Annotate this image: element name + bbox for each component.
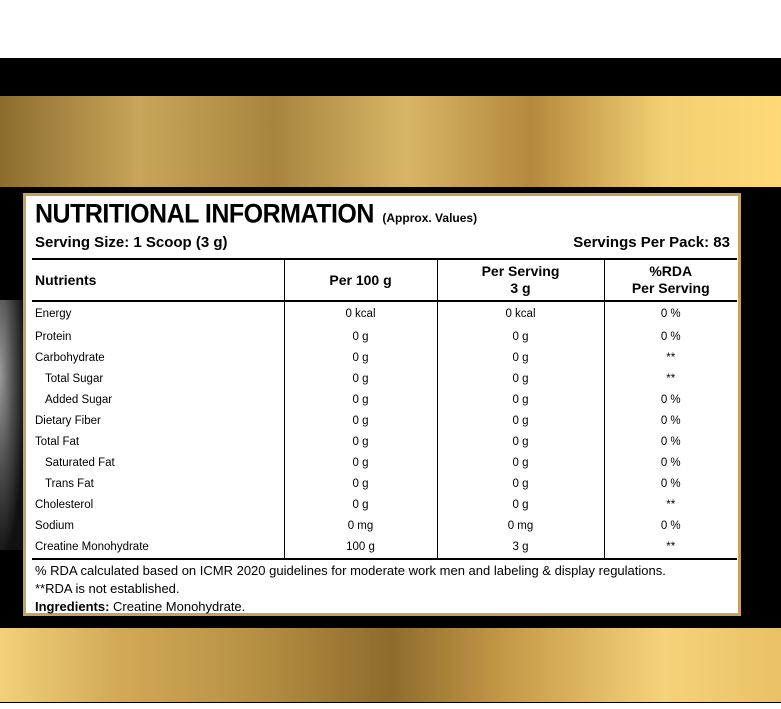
- rda-value: **: [604, 368, 737, 389]
- rda-value: 0 %: [604, 452, 737, 473]
- per-serving-value: 0 kcal: [437, 301, 604, 326]
- rda-value: 0 %: [604, 473, 737, 494]
- header-per-100g: Per 100 g: [284, 259, 437, 301]
- footnotes: [35, 562, 666, 616]
- nutrient-name: Saturated Fat: [45, 456, 115, 469]
- ingredients-value: Creatine Monohydrate.: [113, 599, 246, 614]
- panel-title: [35, 200, 477, 229]
- table-row: [32, 515, 737, 536]
- table-row: [32, 494, 737, 515]
- gold-band-bottom: [0, 628, 781, 702]
- rda-value: **: [604, 347, 737, 368]
- table-row: [32, 326, 737, 347]
- ingredients-label: Ingredients:: [35, 599, 110, 614]
- serving-size: Serving Size: 1 Scoop (3 g): [35, 234, 228, 251]
- per-100g-value: 0 mg: [284, 515, 437, 536]
- title-note: (Approx. Values): [382, 211, 478, 225]
- title-main: NUTRITIONAL INFORMATION: [35, 198, 374, 230]
- header-rda-sub: Per Serving: [631, 280, 710, 296]
- per-100g-value: 0 g: [284, 452, 437, 473]
- rda-value: 0 %: [604, 410, 737, 431]
- rda-value: **: [604, 536, 737, 559]
- rda-value: 0 %: [604, 326, 737, 347]
- per-100g-value: 0 g: [284, 431, 437, 452]
- table-row: [32, 536, 737, 559]
- nutrient-name: Creatine Monohydrate: [32, 536, 284, 559]
- table-row: [32, 452, 737, 473]
- rda-not-established-note: **RDA is not established.: [35, 581, 180, 596]
- rda-value: 0 %: [604, 515, 737, 536]
- nutrient-name: Added Sugar: [45, 393, 113, 406]
- nutrient-name: Cholesterol: [35, 498, 94, 511]
- nutrient-name: Dietary Fiber: [35, 414, 101, 427]
- ingredients-line: [35, 598, 666, 616]
- table-header-row: [32, 259, 737, 301]
- table-row: [32, 301, 737, 326]
- rock-texture: [0, 300, 24, 550]
- per-serving-value: 0 mg: [437, 515, 604, 536]
- header-nutrients: Nutrients: [32, 259, 284, 301]
- header-rda-label: %RDA: [649, 263, 693, 279]
- per-100g-value: 0 g: [284, 389, 437, 410]
- header-per-serving-label: Per Serving: [481, 263, 560, 279]
- rda-value: **: [604, 494, 737, 515]
- top-margin: [0, 0, 781, 58]
- table-row: [32, 389, 737, 410]
- nutrition-panel: [23, 193, 741, 616]
- per-serving-value: 0 g: [437, 494, 604, 515]
- per-serving-value: 0 g: [437, 431, 604, 452]
- header-per-serving: [437, 259, 604, 301]
- per-serving-value: 3 g: [437, 536, 604, 559]
- table-row: [32, 431, 737, 452]
- header-per-serving-size: 3 g: [510, 280, 531, 296]
- bottom-margin: [0, 703, 781, 709]
- nutrient-name: Trans Fat: [45, 477, 94, 490]
- per-serving-value: 0 g: [437, 368, 604, 389]
- table-row: [32, 410, 737, 431]
- nutrient-name: Carbohydrate: [35, 351, 105, 364]
- per-100g-value: 0 g: [284, 494, 437, 515]
- nutrient-name: Total Sugar: [45, 372, 104, 385]
- servings-per-pack: Servings Per Pack: 83: [573, 234, 730, 251]
- per-100g-value: 0 g: [284, 368, 437, 389]
- table-row: [32, 368, 737, 389]
- per-100g-value: 0 g: [284, 326, 437, 347]
- nutrient-name: Sodium: [35, 519, 74, 532]
- header-rda: [604, 259, 737, 301]
- rda-value: 0 %: [604, 389, 737, 410]
- per-serving-value: 0 g: [437, 473, 604, 494]
- per-100g-value: 0 g: [284, 347, 437, 368]
- gold-band-top: [0, 96, 781, 187]
- rda-value: 0 %: [604, 301, 737, 326]
- per-serving-value: 0 g: [437, 347, 604, 368]
- per-serving-value: 0 g: [437, 452, 604, 473]
- per-serving-value: 0 g: [437, 389, 604, 410]
- rda-note: % RDA calculated based on ICMR 2020 guidelines for moderate work men and labeling & display regulations.: [35, 563, 666, 578]
- per-serving-value: 0 g: [437, 326, 604, 347]
- per-100g-value: 0 g: [284, 410, 437, 431]
- nutrient-name: Protein: [35, 330, 72, 343]
- table-row: [32, 347, 737, 368]
- per-100g-value: 100 g: [284, 536, 437, 559]
- per-100g-value: 0 kcal: [284, 301, 437, 326]
- per-100g-value: 0 g: [284, 473, 437, 494]
- per-serving-value: 0 g: [437, 410, 604, 431]
- nutrition-table: [32, 258, 737, 560]
- rda-value: 0 %: [604, 431, 737, 452]
- table-row: [32, 473, 737, 494]
- nutrient-name: Energy: [35, 308, 72, 320]
- nutrient-name: Total Fat: [35, 435, 80, 448]
